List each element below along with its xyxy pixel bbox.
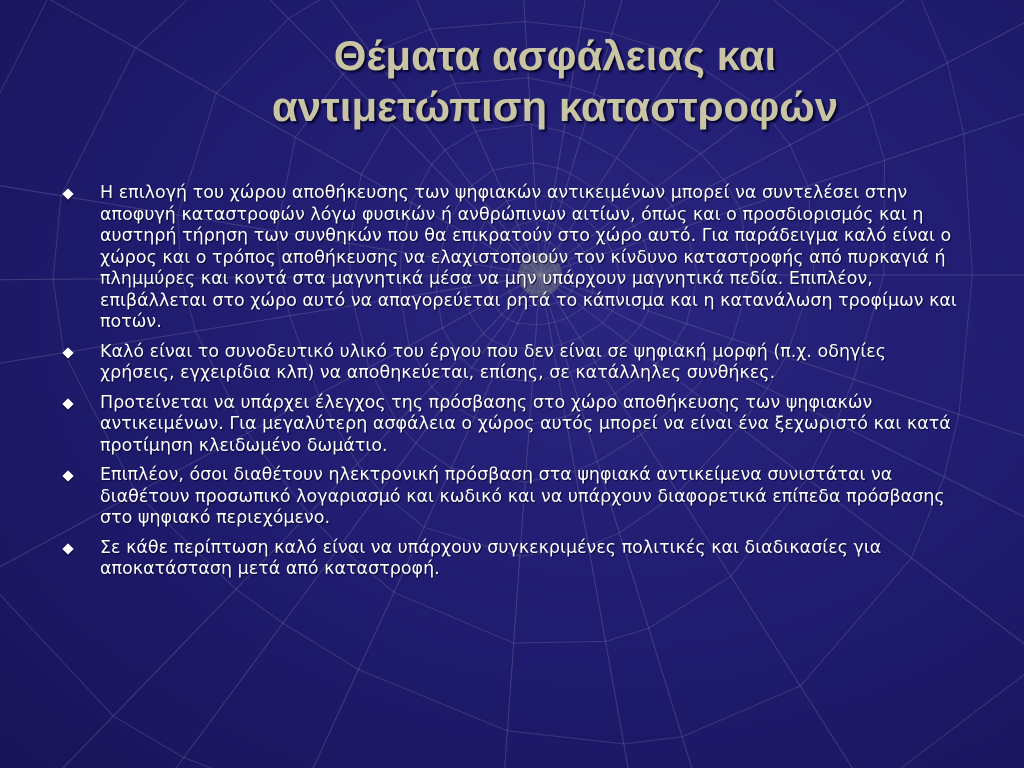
diamond-bullet-icon [62,347,73,358]
bullet-text: Σε κάθε περίπτωση καλό είναι να υπάρχουν συγκεκριμένες πολιτικές και διαδικασίες για αποκατάσταση μετά από καταστροφή. [100,537,882,579]
bullet-item [62,538,962,581]
diamond-bullet-icon [62,543,73,554]
diamond-bullet-icon [62,398,73,409]
bullet-item [62,183,962,334]
bullet-text: Η επιλογή του χώρου αποθήκευσης των ψηφιακών αντικειμένων μπορεί να συντελέσει στην αποφυγή καταστροφών λόγω φυσικών ή ανθρώπινων αιτίων, όπως και ο προσδιορισμός και η αυστηρή τήρηση των συνθηκών που θα επικρατούν στο χώρο αυτό. Για παράδειγμα καλό είναι ο χώρος και ο τρόπος αποθήκευσης να ελαχιστοποιούν τον κίνδυνο καταστροφής από πυρκαγιά ή πλημμύρες και κοντά στα μαγνητικά μέσα να μην υπάρχουν μαγνητικά πεδία. Επιπλέον, επιβάλλεται στο χώρο αυτό να απαγορεύεται ρητά το κάπνισμα και η κατανάλωση τροφίμων και ποτών. [100,183,957,332]
slide-title-line-1: Θέματα ασφάλειας και [333,32,777,79]
bullet-text: Επιπλέον, όσοι διαθέτουν ηλεκτρονική πρόσβαση στα ψηφιακά αντικείμενα συνιστάται να διαθέτουν προσωπικό λογαριασμό και κωδικό και να υπάρχουν διαφορετικά επίπεδα πρόσβασης στο ψηφιακό περιεχόμενο. [100,465,945,528]
bullet-item [62,465,962,530]
slide-title [125,30,985,132]
bullet-item [62,342,962,385]
slide-title-line-2: αντιμετώπιση καταστροφών [271,83,839,130]
bullet-item [62,393,962,458]
diamond-bullet-icon [62,188,73,199]
bullet-list [62,183,962,589]
bullet-text: Καλό είναι το συνοδευτικό υλικό του έργου που δεν είναι σε ψηφιακή μορφή (π.χ. οδηγίες χρήσεις, εγχειρίδια κλπ) να αποθηκεύεται, επίσης, σε κατάλληλες συνθήκες. [100,341,887,383]
diamond-bullet-icon [62,470,73,481]
bullet-text: Προτείνεται να υπάρχει έλεγχος της πρόσβασης στο χώρο αποθήκευσης των ψηφιακών αντικειμένων. Για μεγαλύτερη ασφάλεια ο χώρος αυτός μπορεί να είναι ένα ξεχωριστό και κατά προτίμηση κλειδωμένο δωμάτιο. [100,392,951,456]
